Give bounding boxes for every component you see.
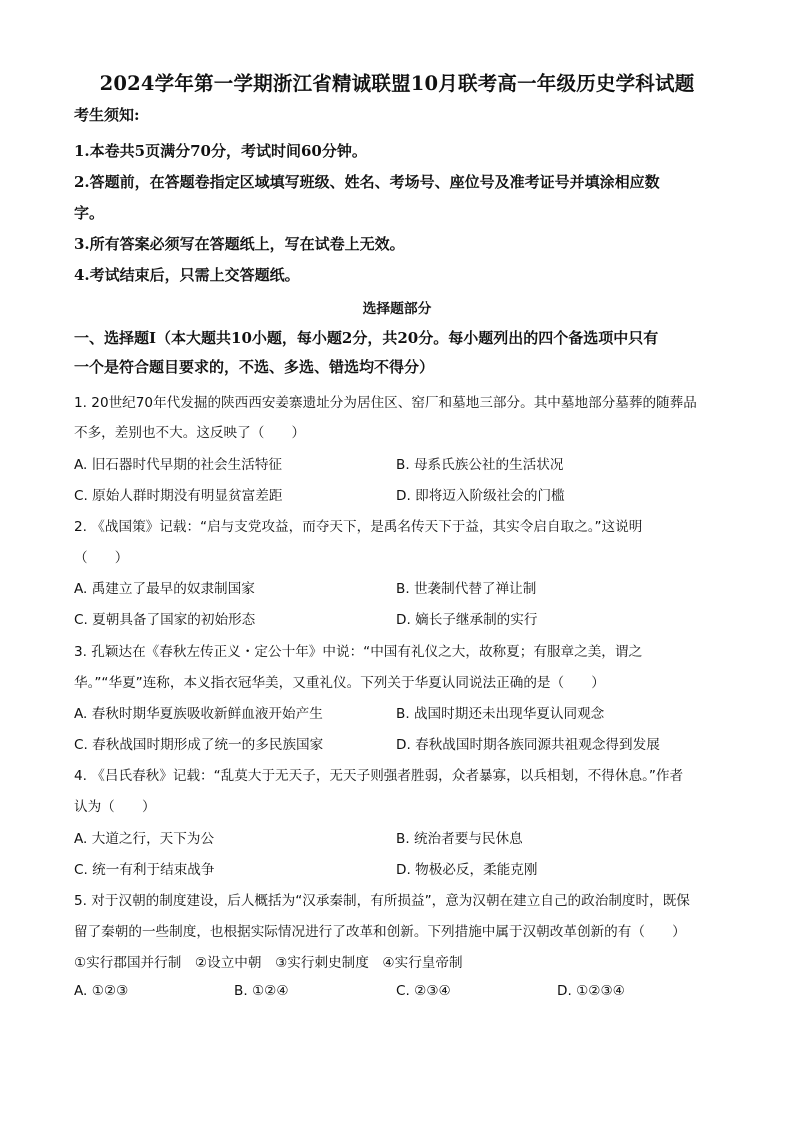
question-2-option-c: C. 夏朝具备了国家的初始形态 [74,612,256,628]
question-5-option-b: B. ①②④ [234,983,289,999]
question-3-option-d: D. 春秋战国时期各族同源共祖观念得到发展 [396,737,660,753]
question-4-option-a: A. 大道之行，天下为公 [74,831,215,847]
question-4-stem-line-2: 认为（ ） [74,799,156,815]
question-3-option-a: A. 春秋时期华夏族吸收新鲜血液开始产生 [74,706,323,722]
exam-title: 2024学年第一学期浙江省精诚联盟10月联考高一年级历史学科试题 [99,72,695,95]
question-2-stem-line-2: （ ） [74,550,129,566]
question-4-option-d: D. 物极必反，柔能克刚 [396,862,538,878]
notice-item-1: 1.本卷共5页满分70分，考试时间60分钟。 [74,142,367,160]
question-3-stem-line-1: 3. 孔颖达在《春秋左传正义・定公十年》中说：“中国有礼仪之大，故称夏；有服章之美，谓之 [74,644,643,660]
question-3-option-c: C. 春秋战国时期形成了统一的多民族国家 [74,737,324,753]
question-5-option-a: A. ①②③ [74,983,129,999]
section-title: 选择题部分 [362,301,432,317]
question-5-stem-line-2: 留了秦朝的一些制度，也根据实际情况进行了改革和创新。下列措施中属于汉朝改革创新的有（ ） [74,924,686,940]
question-3-stem-line-2: 华。”“华夏”连称，本义指衣冠华美，又重礼仪。下列关于华夏认同说法正确的是（ ） [74,675,605,691]
notice-heading: 考生须知: [74,106,140,124]
question-2-option-b: B. 世袭制代替了禅让制 [396,581,537,597]
question-5-stem-line-3: ①实行郡国并行制 ②设立中朝 ③实行刺史制度 ④实行皇帝制 [74,955,463,971]
question-5-option-c: C. ②③④ [396,983,451,999]
notice-item-2: 2.答题前，在答题卷指定区域填写班级、姓名、考场号、座位号及准考证号并填涂相应数 [74,173,660,191]
question-1-stem-line-2: 不多，差别也不大。这反映了（ ） [74,425,306,441]
question-1-option-a: A. 旧石器时代早期的社会生活特征 [74,457,283,473]
question-1-option-d: D. 即将迈入阶级社会的门槛 [396,488,565,504]
question-4-option-c: C. 统一有利于结束战争 [74,862,215,878]
question-1-stem-line-1: 1. 20世纪70年代发掘的陕西西安姜寨遗址分为居住区、窑厂和墓地三部分。其中墓地部分墓葬的随葬品 [74,395,697,411]
question-2-option-a: A. 禹建立了最早的奴隶制国家 [74,581,255,597]
notice-item-4: 4.考试结束后，只需上交答题纸。 [74,266,300,284]
notice-item-2-cont: 字。 [74,204,105,222]
question-1-option-b: B. 母系氏族公社的生活状况 [396,457,564,473]
notice-item-3: 3.所有答案必须写在答题纸上，写在试卷上无效。 [74,235,405,253]
section-instruction-2: 一个是符合题目要求的，不选、多选、错选均不得分） [74,358,435,376]
question-5-stem-line-1: 5. 对于汉朝的制度建设，后人概括为“汉承秦制，有所损益”，意为汉朝在建立自己的政治制度时，既保 [74,893,690,909]
question-4-stem-line-1: 4. 《吕氏春秋》记载：“乱莫大于无天子，无天子则强者胜弱，众者暴寡，以兵相刬，不得休息。”作者 [74,768,684,784]
question-3-option-b: B. 战国时期还未出现华夏认同观念 [396,706,605,722]
question-1-option-c: C. 原始人群时期没有明显贫富差距 [74,488,283,504]
section-instruction-1: 一、选择题Ⅰ（本大题共10小题，每小题2分，共20分。每小题列出的四个备选项中只有 [74,329,659,347]
question-5-option-d: D. ①②③④ [557,983,625,999]
question-2-option-d: D. 嫡长子继承制的实行 [396,612,538,628]
question-2-stem-line-1: 2. 《战国策》记载：“启与支党攻益，而夺天下，是禹名传天下于益，其实令启自取之。”这说明 [74,519,643,535]
question-4-option-b: B. 统治者要与民休息 [396,831,523,847]
